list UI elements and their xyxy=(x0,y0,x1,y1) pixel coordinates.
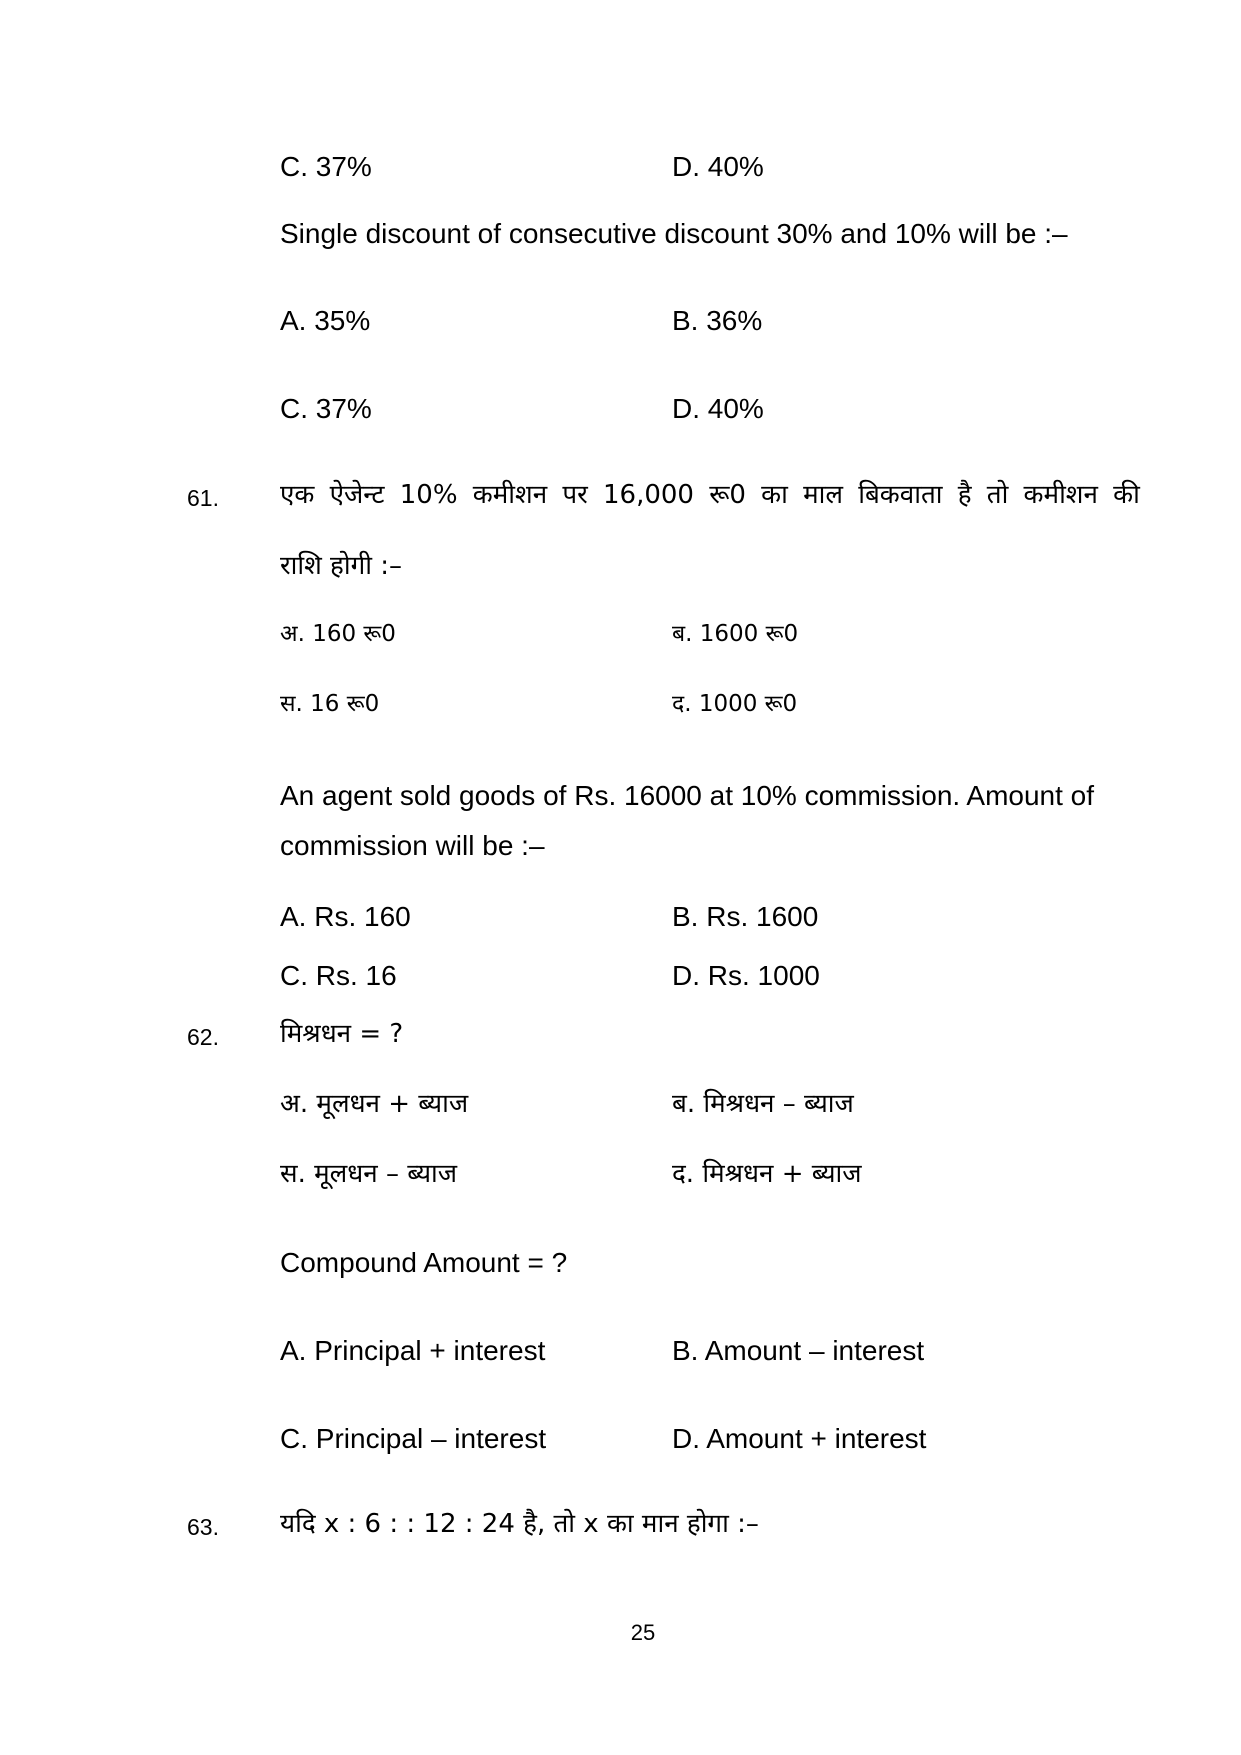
word: की xyxy=(1113,480,1140,510)
word: का xyxy=(761,480,788,510)
question-text: Compound Amount = ? xyxy=(280,1247,568,1278)
option-c-hindi: स. 16 रू0 xyxy=(280,691,380,717)
word: 10% xyxy=(399,480,458,510)
option-d: D. 40% xyxy=(672,393,764,424)
option-a: A. 35% xyxy=(280,305,371,336)
question-text-hindi-line2: राशि होगी :– xyxy=(280,551,402,581)
option-a-hindi: अ. 160 रू0 xyxy=(280,621,396,647)
option-c: C. Principal – interest xyxy=(280,1423,547,1454)
option-b: B. Amount – interest xyxy=(672,1335,925,1366)
word: रू0 xyxy=(709,480,746,510)
word: ऐजेन्ट xyxy=(329,480,385,510)
option-a: A. Principal + interest xyxy=(280,1335,546,1366)
option-d-hindi: द. मिश्रधन + ब्याज xyxy=(672,1159,862,1189)
question-number: 61. xyxy=(187,485,219,511)
option-c: C. 37% xyxy=(280,393,372,424)
word: कमीशन xyxy=(472,480,548,510)
word: 16,000 xyxy=(602,480,694,510)
question-number: 62. xyxy=(187,1024,219,1050)
option-d: D. 40% xyxy=(672,151,764,182)
option-b-hindi: ब. मिश्रधन – ब्याज xyxy=(672,1089,854,1119)
option-d: D. Amount + interest xyxy=(672,1423,927,1454)
option-b: B. Rs. 1600 xyxy=(672,901,819,932)
option-c: C. Rs. 16 xyxy=(280,960,397,991)
word: बिकवाता xyxy=(858,480,943,510)
option-c: C. 37% xyxy=(280,151,372,182)
question-text-line1: An agent sold goods of Rs. 16000 at 10% commission. Amount of xyxy=(280,780,1095,811)
option-b: B. 36% xyxy=(672,305,763,336)
option-d: D. Rs. 1000 xyxy=(672,960,820,991)
word: माल xyxy=(803,480,843,510)
word: एक xyxy=(280,480,315,510)
question-number: 63. xyxy=(187,1514,219,1540)
option-c-hindi: स. मूलधन – ब्याज xyxy=(280,1159,458,1189)
option-d-hindi: द. 1000 रू0 xyxy=(672,691,798,717)
option-a-hindi: अ. मूलधन + ब्याज xyxy=(280,1089,469,1119)
word: तो xyxy=(986,480,1009,510)
page-number: 25 xyxy=(630,1620,656,1645)
option-b-hindi: ब. 1600 रू0 xyxy=(672,621,799,647)
word: है xyxy=(957,480,972,510)
word: पर xyxy=(562,480,588,510)
question-text-hindi-line1 xyxy=(280,482,1140,508)
option-a: A. Rs. 160 xyxy=(280,901,411,932)
question-text: Single discount of consecutive discount 30% and 10% will be :– xyxy=(280,218,1068,249)
question-text-line2: commission will be :– xyxy=(280,830,545,861)
question-text-hindi: मिश्रधन = ? xyxy=(280,1019,404,1049)
question-text-hindi: यदि x : 6 : : 12 : 24 है, तो x का मान होगा :– xyxy=(280,1509,759,1539)
word: कमीशन xyxy=(1023,480,1098,510)
